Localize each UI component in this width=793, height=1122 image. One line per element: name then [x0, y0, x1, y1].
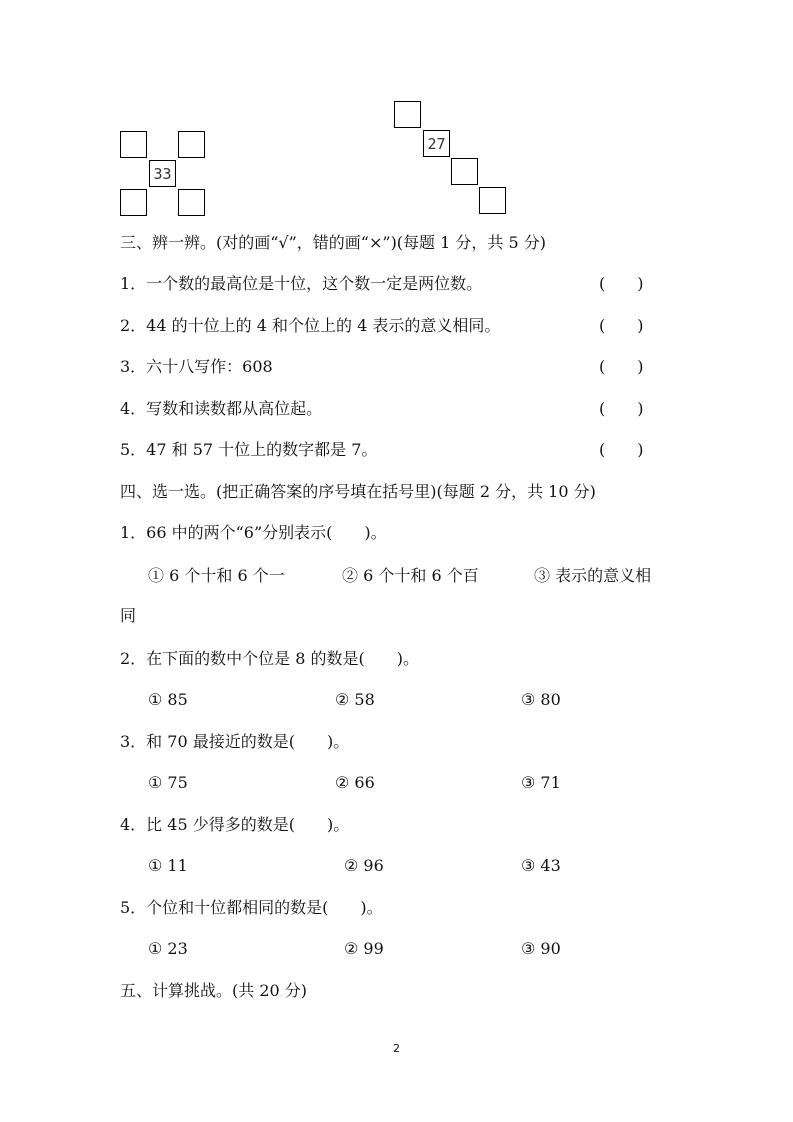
- answer-blank-2[interactable]: ( ): [599, 316, 644, 335]
- choice-option-1b[interactable]: ② 6 个十和 6 个百: [342, 566, 479, 585]
- choice-option-4a[interactable]: ① 11: [148, 856, 188, 875]
- judge-item-2: 2．44 的十位上的 4 和个位上的 4 表示的意义相同。: [120, 316, 501, 335]
- judge-item-4: 4．写数和读数都从高位起。: [120, 399, 323, 418]
- choice-question-1: 1．66 中的两个“6”分别表示( )。: [120, 523, 387, 542]
- section4-title: 四、选一选。(把正确答案的序号填在括号里)(每题 2 分，共 10 分): [120, 482, 596, 501]
- choice-question-5: 5．个位和十位都相同的数是( )。: [120, 898, 383, 917]
- choice-question-2: 2．在下面的数中个位是 8 的数是( )。: [120, 649, 420, 668]
- choice-option-1c[interactable]: ③ 表示的意义相: [534, 566, 652, 585]
- judge-item-1: 1．一个数的最高位是十位，这个数一定是两位数。: [120, 274, 483, 293]
- choice-option-5c[interactable]: ③ 90: [521, 939, 561, 958]
- grid-cell-given: 27: [423, 130, 450, 157]
- answer-blank-4[interactable]: ( ): [599, 399, 644, 418]
- choice-question-4: 4．比 45 少得多的数是( )。: [120, 815, 350, 834]
- choice-option-1c-continuation: 同: [120, 606, 137, 625]
- judge-item-3: 3．六十八写作：608: [120, 357, 273, 376]
- grid-cell-blank[interactable]: [178, 189, 205, 216]
- section3-title: 三、辨一辨。(对的画“√”，错的画“×”)(每题 1 分，共 5 分): [120, 233, 546, 252]
- choice-option-4b[interactable]: ② 96: [344, 856, 384, 875]
- grid-cell-center: 33: [149, 160, 176, 187]
- choice-question-3: 3．和 70 最接近的数是( )。: [120, 732, 350, 751]
- grid-cell-blank[interactable]: [394, 101, 421, 128]
- choice-option-3c[interactable]: ③ 71: [521, 773, 561, 792]
- choice-option-2a[interactable]: ① 85: [148, 690, 188, 709]
- judge-item-5: 5．47 和 57 十位上的数字都是 7。: [120, 440, 378, 459]
- answer-blank-1[interactable]: ( ): [599, 274, 644, 293]
- choice-option-5b[interactable]: ② 99: [344, 939, 384, 958]
- grid-cell-blank[interactable]: [479, 187, 506, 214]
- answer-blank-3[interactable]: ( ): [599, 357, 644, 376]
- grid-cell-blank[interactable]: [120, 189, 147, 216]
- section5-title: 五、计算挑战。(共 20 分): [120, 981, 308, 1000]
- choice-option-2c[interactable]: ③ 80: [521, 690, 561, 709]
- grid-cell-blank[interactable]: [120, 131, 147, 158]
- choice-option-3a[interactable]: ① 75: [148, 773, 188, 792]
- choice-option-3b[interactable]: ② 66: [335, 773, 375, 792]
- choice-option-2b[interactable]: ② 58: [335, 690, 375, 709]
- page-number: 2: [393, 1042, 400, 1055]
- grid-cell-blank[interactable]: [451, 158, 478, 185]
- grid-cell-blank[interactable]: [178, 131, 205, 158]
- choice-option-1a[interactable]: ① 6 个十和 6 个一: [148, 566, 285, 585]
- answer-blank-5[interactable]: ( ): [599, 440, 644, 459]
- choice-option-5a[interactable]: ① 23: [148, 939, 188, 958]
- choice-option-4c[interactable]: ③ 43: [521, 856, 561, 875]
